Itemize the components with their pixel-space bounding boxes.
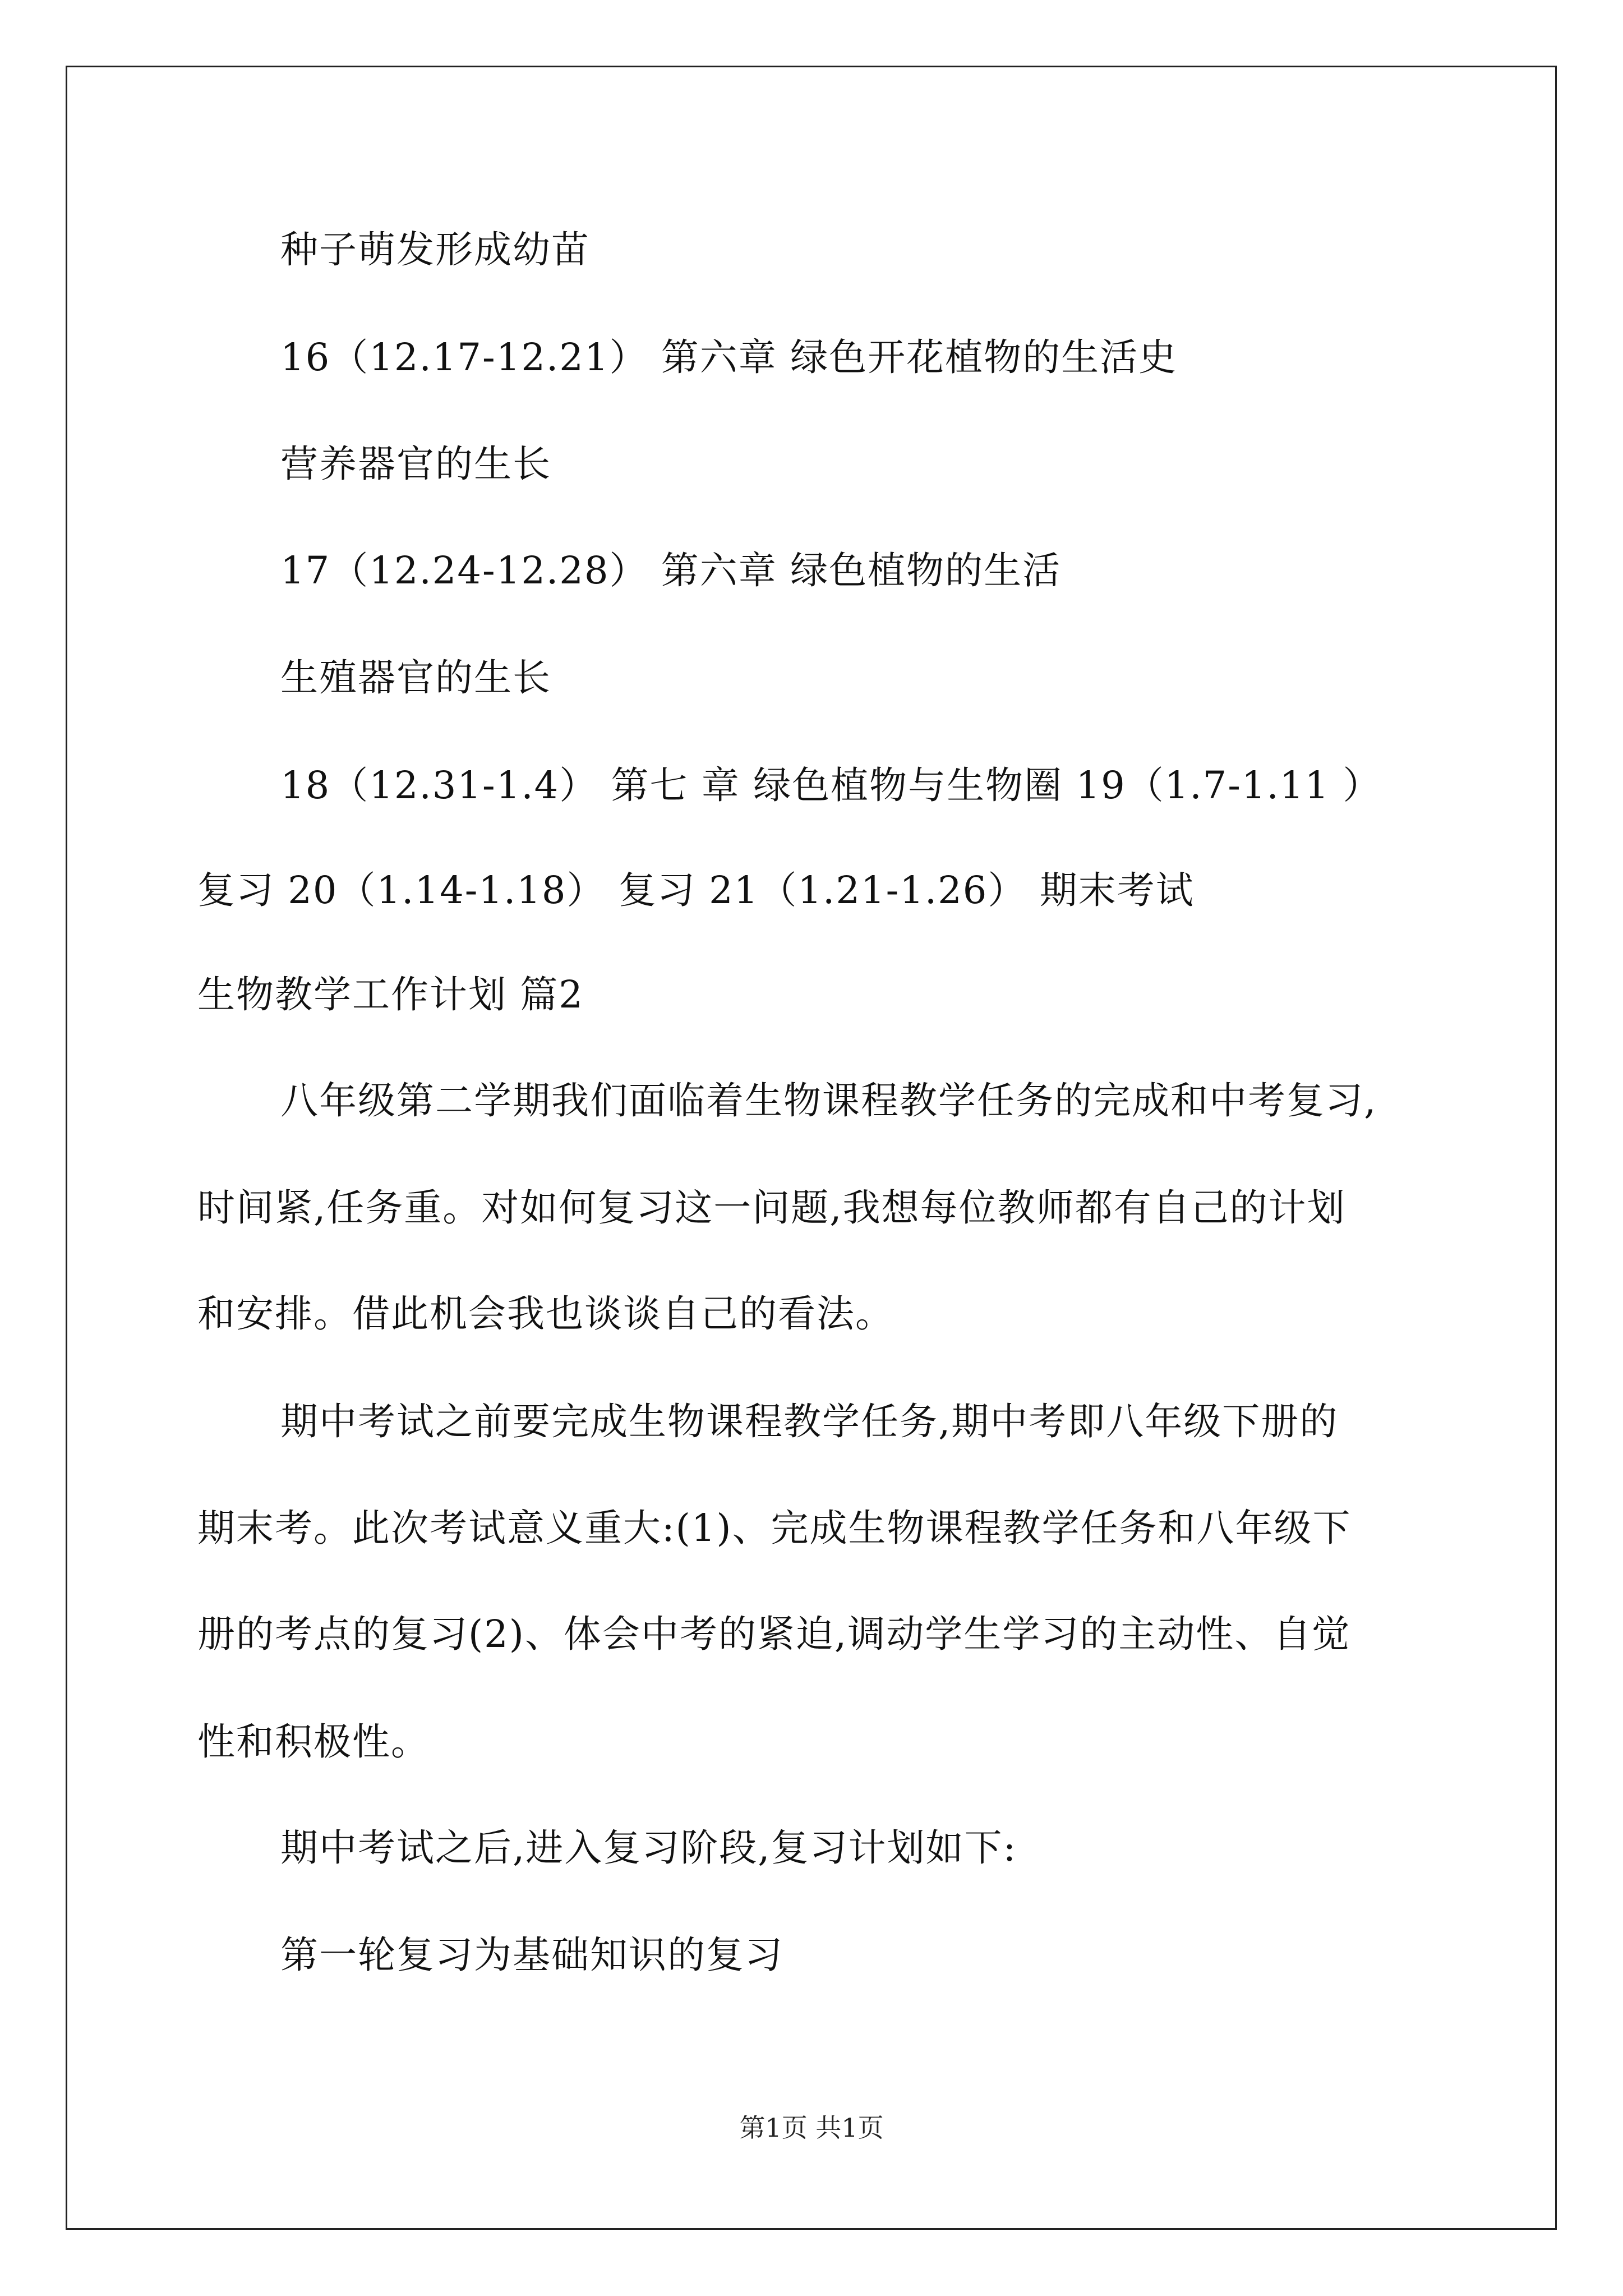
text-line: 第一轮复习为基础知识的复习 xyxy=(280,1933,783,1977)
text-line: 18（12.31-1.4） 第七 章 绿色植物与生物圈 19（1.7-1.11 ） xyxy=(280,763,1382,807)
text-line: 复习 20（1.14-1.18） 复习 21（1.21-1.26） 期末考试 xyxy=(197,868,1195,912)
text-line: 16（12.17-12.21） 第六章 绿色开花植物的生活史 xyxy=(280,335,1178,379)
text-line: 生殖器官的生长 xyxy=(280,656,551,700)
text-line: 期中考试之前要完成生物课程教学任务,期中考即八年级下册的 xyxy=(280,1400,1339,1443)
page-number-footer: 第1页 共1页 xyxy=(739,2113,884,2143)
page-frame xyxy=(66,66,1557,2230)
text-line: 册的考点的复习(2)、体会中考的紧迫,调动学生学习的主动性、自觉 xyxy=(197,1612,1351,1656)
section-heading: 生物教学工作计划 篇2 xyxy=(197,973,584,1016)
text-line: 性和积极性。 xyxy=(197,1720,430,1764)
text-line: 八年级第二学期我们面临着生物课程教学任务的完成和中考复习, xyxy=(280,1079,1377,1122)
text-line: 17（12.24-12.28） 第六章 绿色植物的生活 xyxy=(280,549,1062,592)
text-line: 种子萌发形成幼苗 xyxy=(280,228,590,272)
text-line: 营养器官的生长 xyxy=(280,442,551,486)
text-line: 时间紧,任务重。对如何复习这一问题,我想每位教师都有自己的计划 xyxy=(197,1186,1346,1230)
text-line: 和安排。借此机会我也谈谈自己的看法。 xyxy=(197,1292,894,1336)
text-line: 期中考试之后,进入复习阶段,复习计划如下: xyxy=(280,1826,1017,1870)
text-line: 期末考。此次考试意义重大:(1)、完成生物课程教学任务和八年级下 xyxy=(197,1506,1352,1550)
